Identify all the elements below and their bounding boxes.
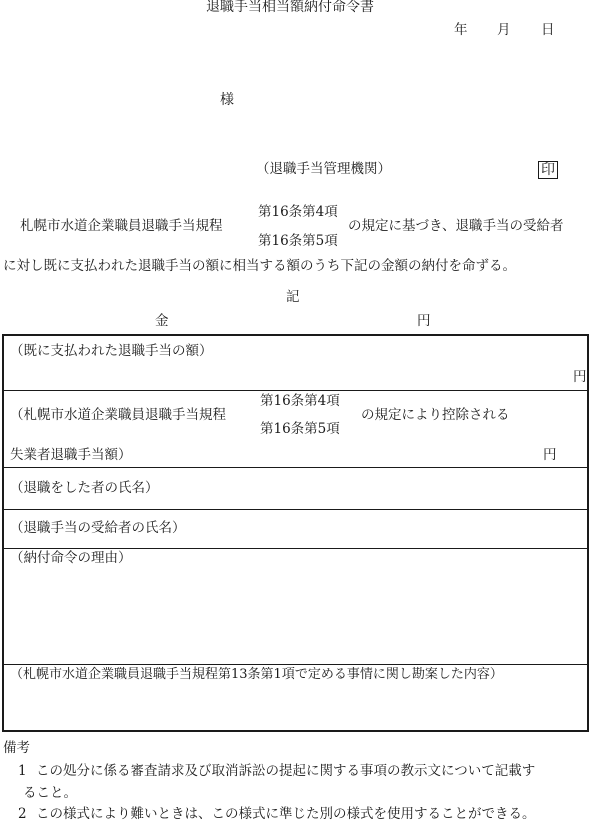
deduction-label-line2: 失業者退職手当額） bbox=[10, 447, 132, 463]
body-line2: に対し既に支払われた退職手当の額に相当する額のうち下記の金額の納付を命ずる。 bbox=[3, 258, 516, 274]
note-2-number: 2 bbox=[18, 806, 27, 822]
recipient-name-label: （退職手当の受給者の氏名） bbox=[10, 520, 186, 536]
row-divider bbox=[4, 390, 587, 391]
regulation-name: 札幌市水道企業職員退職手当規程 bbox=[20, 218, 223, 234]
date-year: 年 bbox=[454, 22, 468, 38]
date-day: 日 bbox=[541, 22, 555, 38]
note-2-text: この様式により難いときは、この様式に準じた別の様式を使用することができる。 bbox=[36, 806, 536, 822]
body-line1-tail: の規定に基づき、退職手当の受給者 bbox=[348, 218, 564, 234]
deduction-article-a: 第16条第4項 bbox=[260, 393, 340, 409]
detail-table bbox=[2, 334, 589, 732]
seal-mark: 印 bbox=[538, 161, 558, 179]
row-divider bbox=[4, 664, 587, 665]
amount-yen: 円 bbox=[417, 313, 431, 329]
note-1-number: 1 bbox=[18, 763, 27, 779]
deduction-yen: 円 bbox=[543, 447, 557, 463]
row-divider bbox=[4, 548, 587, 549]
note-1-text: この処分に係る審査請求及び取消訴訟の提起に関する事項の教示文について記載す bbox=[36, 763, 536, 779]
amount-label: 金 bbox=[155, 313, 169, 329]
addressee-suffix: 様 bbox=[220, 92, 234, 108]
row-divider bbox=[4, 467, 587, 468]
deduction-article-b: 第16条第5項 bbox=[260, 421, 340, 437]
date-month: 月 bbox=[497, 22, 511, 38]
issuer-label: （退職手当管理機関） bbox=[256, 161, 391, 177]
notes-heading: 備考 bbox=[3, 740, 30, 756]
retiree-name-label: （退職をした者の氏名） bbox=[10, 480, 159, 496]
order-reason-label: （納付命令の理由） bbox=[10, 550, 132, 566]
deduction-label-prefix: （札幌市水道企業職員退職手当規程 bbox=[10, 407, 226, 423]
prior-payment-label: （既に支払われた退職手当の額） bbox=[10, 343, 213, 359]
row-divider bbox=[4, 509, 587, 510]
article-option-a: 第16条第4項 bbox=[258, 204, 338, 220]
note-1-text-cont: ること。 bbox=[23, 785, 77, 801]
article-option-b: 第16条第5項 bbox=[258, 233, 338, 249]
considerations-label: （札幌市水道企業職員退職手当規程第13条第1項で定める事情に関し勘案した内容） bbox=[10, 667, 503, 682]
document-title: 退職手当相当額納付命令書 bbox=[206, 0, 374, 15]
ki-label: 記 bbox=[286, 289, 300, 305]
deduction-label-tail: の規定により控除される bbox=[361, 407, 510, 423]
prior-payment-yen: 円 bbox=[573, 369, 587, 385]
